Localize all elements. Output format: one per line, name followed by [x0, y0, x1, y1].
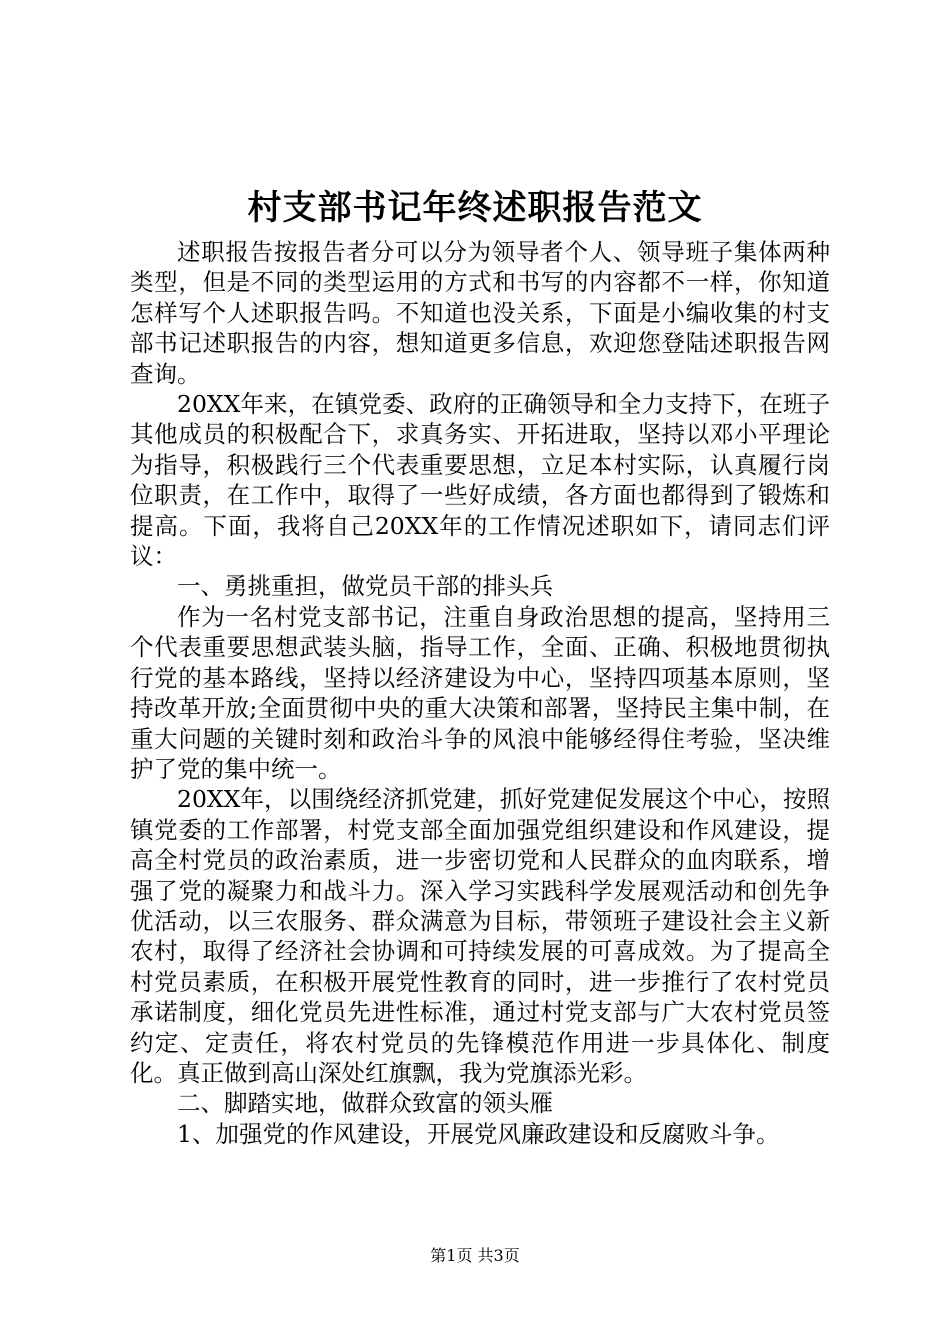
document-title: 村支部书记年终述职报告范文	[247, 188, 703, 228]
page-number-footer: 第1页 共3页	[430, 1246, 520, 1265]
paragraph-section-2a: 1、加强党的作风建设，开展党风廉政建设和反腐败斗争。	[177, 1119, 780, 1148]
section-heading-1: 一、勇挑重担，做党员干部的排头兵	[177, 572, 553, 601]
paragraph-section-1b: 20XX年，以围绕经济抓党建，抓好党建促发展这个中心，按照镇党委的工作部署，村党支部全面加强党组织建设和作风建设，提高全村党员的政治素质，进一步密切党和人民群众的血肉联系，增强了党的凝聚力和战斗力。深入学习实践科学发展观活动和创先争优活动，以三农服务、群众满意为目标，带领班子建设社会主义新农村，取得了经济社会协调和可持续发展的可喜成效。为了提高全村党员素质，在积极开展党性教育的同时，进一步推行了农村党员承诺制度，细化党员先进性标准，通过村党支部与广大农村党员签约定、定责任，将农村党员的先锋模范作用进一步具体化、制度化。真正做到高山深处红旗飘，我为党旗添光彩。	[130, 785, 830, 1087]
paragraph-intro: 述职报告按报告者分可以分为领导者个人、领导班子集体两种类型，但是不同的类型运用的方式和书写的内容都不一样，你知道怎样写个人述职报告吗。不知道也没关系，下面是小编收集的村支部书记述职报告的内容，想知道更多信息，欢迎您登陆述职报告网查询。	[130, 238, 830, 388]
document-body	[130, 237, 830, 1149]
paragraph-section-1a: 作为一名村党支部书记，注重自身政治思想的提高，坚持用三个代表重要思想武装头脑，指导工作，全面、正确、积极地贯彻执行党的基本路线，坚持以经济建设为中心，坚持四项基本原则，坚持改革开放;全面贯彻中央的重大决策和部署，坚持民主集中制，在重大问题的关键时刻和政治斗争的风浪中能够经得住考验，坚决维护了党的集中统一。	[130, 602, 830, 783]
paragraph-overview: 20XX年来，在镇党委、政府的正确领导和全力支持下，在班子其他成员的积极配合下，求真务实、开拓进取，坚持以邓小平理论为指导，积极践行三个代表重要思想，立足本村实际，认真履行岗位职责，在工作中，取得了一些好成绩，各方面也都得到了锻炼和提高。下面，我将自己20XX年的工作情况述职如下，请同志们评议：	[130, 390, 830, 571]
section-heading-2: 二、脚踏实地，做群众致富的领头雁	[177, 1089, 553, 1118]
